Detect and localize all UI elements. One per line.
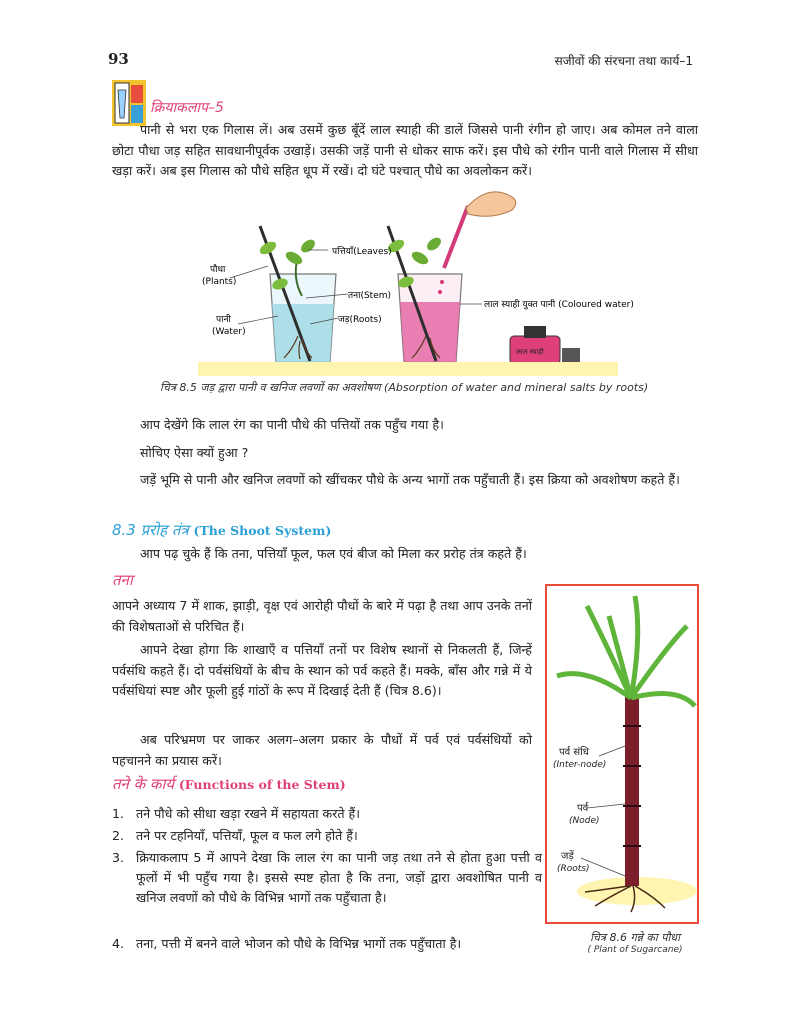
running-title: सजीवों की संरचना तथा कार्य–1 bbox=[554, 54, 693, 68]
list-text: तने पौधे को सीधा खड़ा रखने में सहायता करते हैं। bbox=[136, 806, 361, 821]
list-num: 2. bbox=[112, 828, 125, 843]
page-number: 93 bbox=[108, 50, 129, 68]
body-p1: आप देखेंगे कि लाल रंग का पानी पौधे की पत्तियों तक पहुँच गया है। bbox=[140, 417, 444, 432]
caption-hi: चित्र 8.6 गन्ने का पौधा bbox=[590, 931, 680, 944]
list-num: 1. bbox=[112, 806, 125, 821]
functions-title-hi: तने के कार्य bbox=[112, 775, 175, 793]
ink-label: लाल स्याही bbox=[516, 348, 544, 356]
list-item bbox=[112, 934, 552, 954]
activity-text: पानी से भरा एक गिलास लें। अब उसमें कुछ बूँदें लाल स्याही की डालें जिससे पानी रंगीन हो जाए। अब कोमल तने वाला छोटा पौधा जड़ सहित सावधानीपूर्वक उखाड़ें। उसकी जड़ें पानी से धोकर साफ करें। इस पौधे को रंगीन पानी वाले गिलास में सीधा खड़ा करें। अब इस गिलास को पौधे सहित धूप में रखें। दो घंटे पश्चात् पौधे का अवलोकन करें। bbox=[112, 122, 698, 178]
label-roots-en: (Roots) bbox=[557, 864, 590, 874]
functions-heading bbox=[112, 774, 346, 794]
caption-en: ( Plant of Sugarcane) bbox=[587, 945, 683, 955]
list-text: क्रियाकलाप 5 में आपने देखा कि लाल रंग का पानी जड़ तथा तने से होता हुआ पत्ती व फूलों में भी पहुँच गया है। इससे स्पष्ट होता है कि तना, जड़ों द्वारा अवशोषित पानी व खनिज लवणों को पौधे के विभिन्न भागों तक पहुँचाता है। bbox=[136, 850, 542, 905]
label-plant-en: (Plants) bbox=[202, 277, 237, 287]
figure-8-6-caption bbox=[570, 930, 700, 955]
section-title-hi: 8.3 प्ररोह तंत्र bbox=[112, 521, 189, 539]
section-heading bbox=[112, 520, 331, 540]
list-num: 4. bbox=[112, 936, 125, 951]
label-roots-hi: जड़ें bbox=[561, 851, 574, 862]
stem-p2: आपने देखा होगा कि शाखाएँ व पत्तियाँ तनों पर विशेष स्थानों से निकलती हैं, जिन्हें पर्वसंधि कहते हैं। दो पर्वसंधियों के बीच के स्थान को पर्व कहते हैं। मक्के, बाँस और गन्ने में ये पर्वसंधियां स्पष्ट और फूली हुई गांठों के रूप में दिखाई देती हैं (चित्र 8.6)। bbox=[112, 642, 532, 698]
label-internode: पर्व संधि bbox=[559, 747, 589, 758]
list-item bbox=[112, 826, 542, 846]
activity-title: क्रियाकलाप–5 bbox=[150, 100, 224, 116]
glass-plain-water bbox=[258, 226, 336, 362]
label-water-en: (Water) bbox=[212, 327, 246, 337]
stem-heading: तना bbox=[112, 571, 133, 589]
functions-title-en: (Functions of the Stem) bbox=[178, 777, 346, 792]
list-item bbox=[112, 804, 542, 824]
body-p3: जड़ें भूमि से पानी और खनिज लवणों को खींचकर पौधे के अन्य भागों तक पहुँचाती हैं। इस क्रिया को अवशोषण कहते हैं। bbox=[140, 472, 680, 487]
body-p2: सोचिए ऐसा क्यों हुआ ? bbox=[140, 445, 249, 460]
label-roots: जड़(Roots) bbox=[338, 315, 382, 325]
glass-coloured-water bbox=[386, 192, 516, 362]
stem-p3: अब परिभ्रमण पर जाकर अलग–अलग प्रकार के पौधों में पर्व एवं पर्वसंधियों को पहचानने का प्रयास करें। bbox=[112, 732, 532, 768]
label-plant: पौधा bbox=[210, 265, 226, 275]
section-title-en: (The Shoot System) bbox=[193, 523, 332, 538]
label-stem: तना(Stem) bbox=[348, 291, 392, 301]
list-num: 3. bbox=[112, 850, 125, 865]
label-node: पर्व bbox=[577, 803, 589, 814]
label-coloured-water: लाल स्याही युक्त पानी (Coloured water) bbox=[484, 300, 634, 310]
label-water: पानी bbox=[216, 315, 231, 325]
label-node-en: (Node) bbox=[569, 816, 600, 826]
section-text: आप पढ़ चुके हैं कि तना, पत्तियाँ फूल, फल एवं बीज को मिला कर प्ररोह तंत्र कहते हैं। bbox=[140, 546, 527, 561]
figure-sugarcane bbox=[545, 584, 699, 924]
stem-p1: आपने अध्याय 7 में शाक, झाड़ी, वृक्ष एवं आरोही पौधों के बारे में पढ़ा है तथा आप उनके तनों की विशेषताओं से परिचित हैं। bbox=[112, 598, 532, 634]
list-text: तना, पत्ती में बनने वाले भोजन को पौधे के विभिन्न भागों तक पहुँचाता है। bbox=[136, 936, 462, 951]
label-leaves: पत्तियाँ(Leaves) bbox=[332, 247, 392, 257]
figure-8-5-caption: चित्र 8.5 जड़ द्वारा पानी व खनिज लवणों का अवशोषण (Absorption of water and mineral salts by roots) bbox=[160, 381, 649, 394]
list-item bbox=[112, 848, 542, 932]
ink-bottle bbox=[510, 326, 580, 364]
list-text: तने पर टहनियाँ, पत्तियाँ, फूल व फल लगे होते हैं। bbox=[136, 828, 358, 843]
figure-absorption bbox=[198, 186, 698, 388]
label-internode-en: (Inter-node) bbox=[553, 760, 607, 770]
